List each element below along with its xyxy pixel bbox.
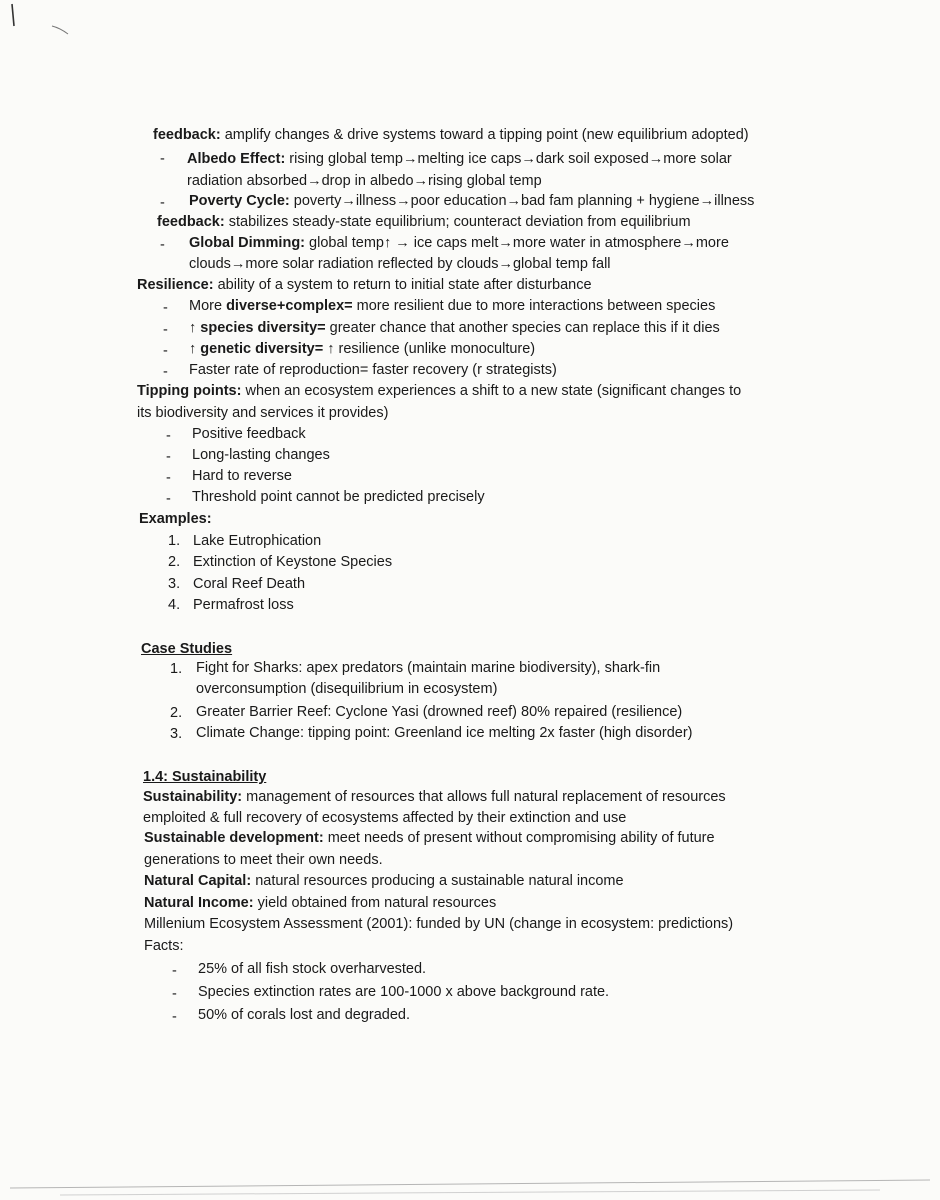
- resilience-line: Resilience: ability of a system to return to initial state after disturbance: [137, 277, 592, 293]
- albedo-line: Albedo Effect: rising global temp→melting ice caps→dark soil exposed→more solar: [187, 151, 732, 167]
- resilience-bullet-1: More diverse+complex= more resilient due to more interactions between species: [189, 298, 716, 314]
- dimming-line-2: clouds→more solar radiation reflected by clouds→global temp fall: [189, 256, 611, 272]
- example-item: Coral Reef Death: [193, 576, 306, 592]
- tipping-bullet: Positive feedback: [192, 426, 306, 442]
- tipping-bullet: Long-lasting changes: [192, 447, 330, 463]
- natural-income-line: Natural Income: yield obtained from natural resources: [144, 895, 497, 911]
- examples-label: Examples:: [139, 511, 212, 527]
- bullet-dash: -: [163, 300, 168, 316]
- list-number: 2.: [168, 554, 181, 570]
- list-number: 1.: [168, 533, 181, 549]
- bullet-dash: -: [166, 491, 171, 507]
- bullet-dash: -: [172, 963, 177, 979]
- natural-capital-line: Natural Capital: natural resources producing a sustainable natural income: [144, 873, 624, 889]
- sustainable-development-line-2: generations to meet their own needs.: [144, 852, 383, 868]
- case-study-item-cont: overconsumption (disequilibrium in ecosystem): [196, 681, 498, 697]
- bullet-dash: -: [160, 151, 165, 167]
- positive-feedback-line: feedback: amplify changes & drive systems toward a tipping point (new equilibrium adopted): [153, 127, 749, 143]
- fact-item: 50% of corals lost and degraded.: [198, 1007, 410, 1023]
- tipping-bullet: Hard to reverse: [192, 468, 292, 484]
- dimming-line: Global Dimming: global temp↑ → ice caps melt→more water in atmosphere→more: [189, 235, 729, 251]
- bullet-dash: -: [166, 449, 171, 465]
- pen-mark: [0, 0, 80, 40]
- list-number: 3.: [168, 576, 181, 592]
- bullet-dash: -: [166, 470, 171, 486]
- resilience-bullet-4: Faster rate of reproduction= faster recovery (r strategists): [189, 362, 557, 378]
- scan-edge-marks: [0, 1150, 940, 1200]
- bullet-dash: -: [160, 195, 165, 211]
- sustainability-line: Sustainability: management of resources that allows full natural replacement of resources: [143, 789, 726, 805]
- example-item: Permafrost loss: [193, 597, 294, 613]
- fact-item: Species extinction rates are 100-1000 x above background rate.: [198, 984, 610, 1000]
- list-number: 3.: [170, 726, 183, 742]
- bullet-dash: -: [172, 986, 177, 1002]
- list-number: 4.: [168, 597, 181, 613]
- fact-item: 25% of all fish stock overharvested.: [198, 961, 427, 977]
- tipping-bullet: Threshold point cannot be predicted precisely: [192, 489, 485, 505]
- mea-line: Millenium Ecosystem Assessment (2001): funded by UN (change in ecosystem: predictions): [144, 916, 734, 932]
- facts-label: Facts:: [144, 938, 184, 954]
- poverty-line: Poverty Cycle: poverty→illness→poor education→bad fam planning + hygiene→illness: [189, 193, 755, 209]
- case-study-item: Climate Change: tipping point: Greenland ice melting 2x faster (high disorder): [196, 725, 693, 741]
- example-item: Extinction of Keystone Species: [193, 554, 393, 570]
- example-item: Lake Eutrophication: [193, 533, 322, 549]
- negative-feedback-line: feedback: stabilizes steady-state equilibrium; counteract deviation from equilibrium: [157, 214, 691, 230]
- bullet-dash: -: [166, 428, 171, 444]
- bullet-dash: -: [163, 322, 168, 338]
- resilience-bullet-2: ↑ species diversity= greater chance that another species can replace this if it dies: [189, 320, 720, 336]
- case-studies-heading: Case Studies: [141, 641, 233, 657]
- tipping-points-line-2: its biodiversity and services it provides): [137, 405, 389, 421]
- resilience-bullet-3: ↑ genetic diversity= ↑ resilience (unlike monoculture): [189, 341, 536, 357]
- tipping-points-line: Tipping points: when an ecosystem experiences a shift to a new state (significant changes to: [137, 383, 742, 399]
- sustainability-line-2: emploited & full recovery of ecosystems affected by their extinction and use: [143, 810, 627, 826]
- bullet-dash: -: [172, 1009, 177, 1025]
- list-number: 1.: [170, 661, 183, 677]
- case-study-item: Greater Barrier Reef: Cyclone Yasi (drowned reef) 80% repaired (resilience): [196, 704, 683, 720]
- albedo-line-2: radiation absorbed→drop in albedo→rising global temp: [187, 173, 542, 189]
- sustainability-heading: 1.4: Sustainability: [143, 769, 267, 785]
- bullet-dash: -: [163, 364, 168, 380]
- case-study-item: Fight for Sharks: apex predators (maintain marine biodiversity), shark-fin: [196, 660, 661, 676]
- list-number: 2.: [170, 705, 183, 721]
- bullet-dash: -: [160, 237, 165, 253]
- bullet-dash: -: [163, 343, 168, 359]
- sustainable-development-line: Sustainable development: meet needs of present without compromising ability of future: [144, 830, 715, 846]
